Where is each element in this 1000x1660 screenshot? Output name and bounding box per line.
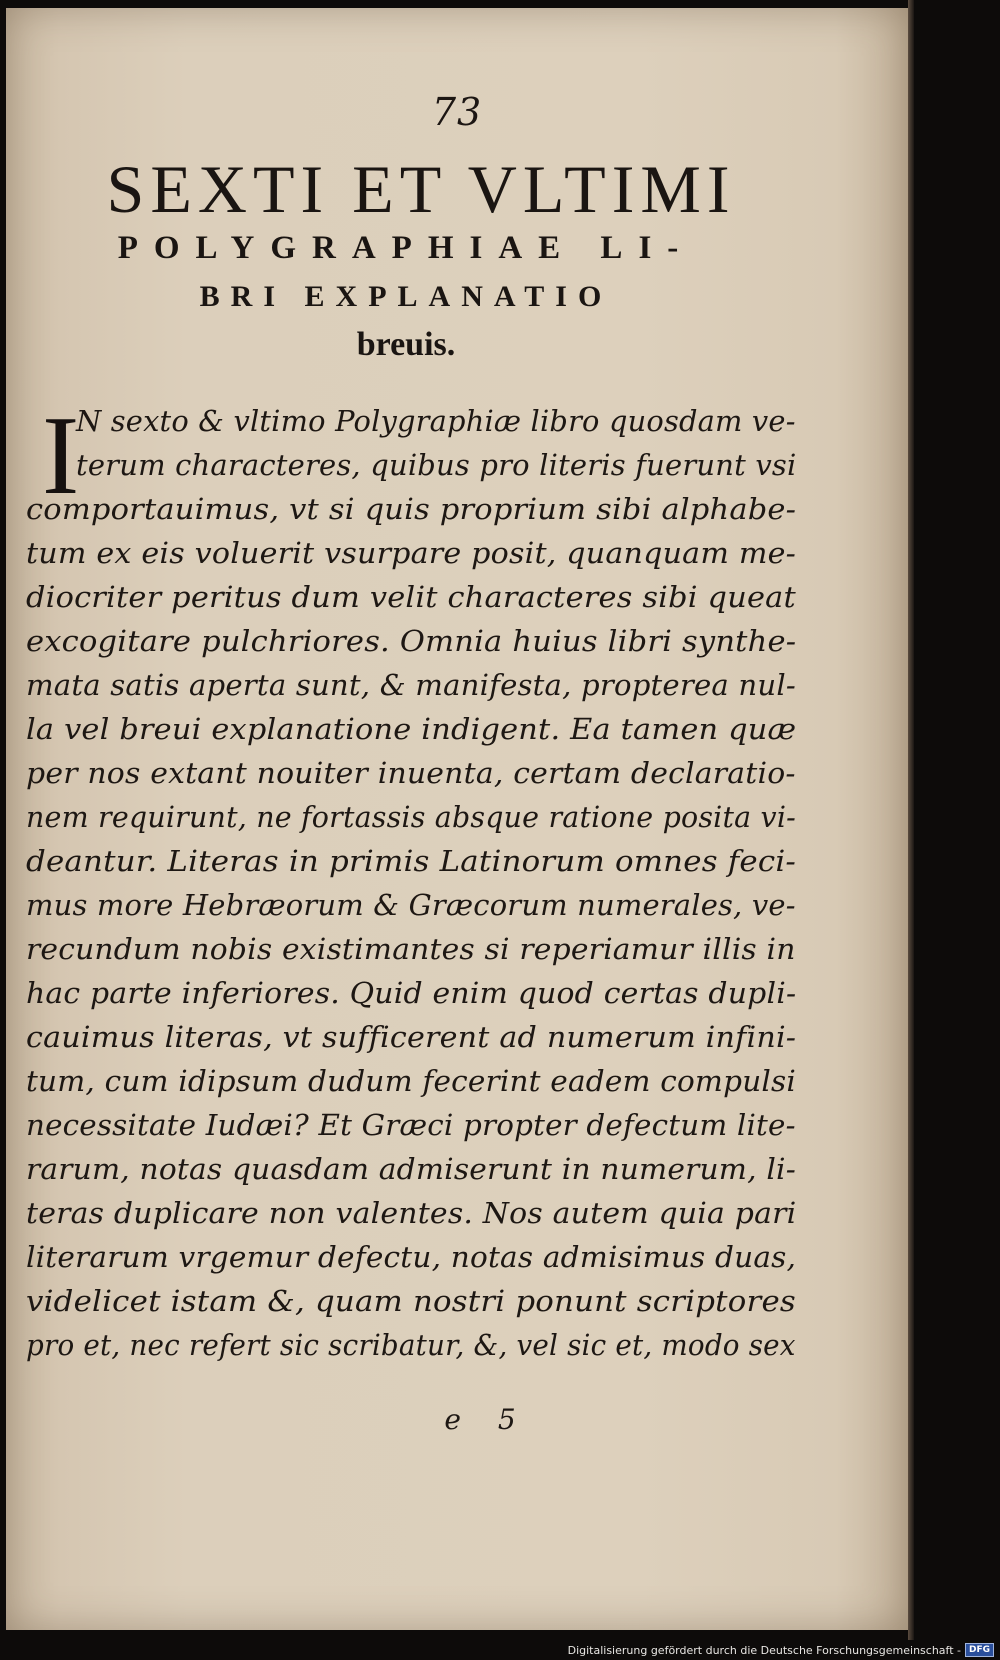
digitization-credit xyxy=(568,1643,994,1657)
dfg-logo-icon: DFG xyxy=(965,1643,994,1657)
body-line: teras duplicare non valentes. Nos autem quia pari xyxy=(26,1196,797,1230)
body-line: hac parte inferiores. Quid enim quod certas dupli- xyxy=(26,976,797,1010)
chapter-title-line-3: BRI EXPLANATIO xyxy=(199,280,613,313)
chapter-title-line-1: SEXTI ET VLTIMI xyxy=(106,151,736,227)
body-line: literarum vrgemur defectu, notas admisimus duas, xyxy=(26,1240,797,1274)
chapter-title-line-2: POLYGRAPHIAE LI- xyxy=(117,230,695,266)
body-line: comportauimus, vt si quis proprium sibi alphabe- xyxy=(26,492,797,526)
body-line: mata satis aperta sunt, & manifesta, propterea nul- xyxy=(26,668,796,702)
page-edge-shadow xyxy=(908,0,914,1640)
body-line: terum characteres, quibus pro literis fuerunt vsi xyxy=(76,448,797,482)
body-line: tum ex eis voluerit vsurpare posit, quanquam me- xyxy=(26,536,796,570)
body-line: per nos extant nouiter inuenta, certam declaratio- xyxy=(26,756,796,790)
credit-text: Digitalisierung gefördert durch die Deutsche Forschungsgemeinschaft - xyxy=(567,1643,961,1657)
body-line: mus more Hebræorum & Græcorum numerales, ve- xyxy=(26,888,796,922)
body-line: necessitate Iudæi? Et Græci propter defectum lite- xyxy=(26,1108,796,1142)
signature-mark: e 5 xyxy=(444,1403,530,1436)
body-line: diocriter peritus dum velit characteres sibi queat xyxy=(26,580,796,614)
body-line: videlicet istam &, quam nostri ponunt scriptores xyxy=(26,1284,796,1318)
drop-cap: I xyxy=(42,394,80,518)
body-line: rarum, notas quasdam admiserunt in numerum, li- xyxy=(26,1152,796,1186)
body-line: excogitare pulchriores. Omnia huius libri synthe- xyxy=(26,624,797,658)
body-line: nem requirunt, ne fortassis absque ratione posita vi- xyxy=(26,800,796,834)
body-line: pro et, nec refert sic scribatur, &, vel sic et, modo sex xyxy=(26,1328,796,1362)
body-line: recundum nobis existimantes si reperiamur illis in xyxy=(26,932,796,966)
body-line: deantur. Literas in primis Latinorum omnes feci- xyxy=(26,844,797,878)
body-line: tum, cum idipsum dudum fecerint eadem compulsi xyxy=(26,1064,797,1098)
page-number: 73 xyxy=(431,90,483,134)
book-page xyxy=(6,8,908,1630)
body-line: la vel breui explanatione indigent. Ea tamen quæ xyxy=(26,712,797,746)
chapter-title-line-4: breuis. xyxy=(356,326,456,363)
body-line: cauimus literas, vt sufficerent ad numerum infini- xyxy=(26,1020,797,1054)
body-line: N sexto & vltimo Polygraphiæ libro quosdam ve- xyxy=(76,404,796,438)
